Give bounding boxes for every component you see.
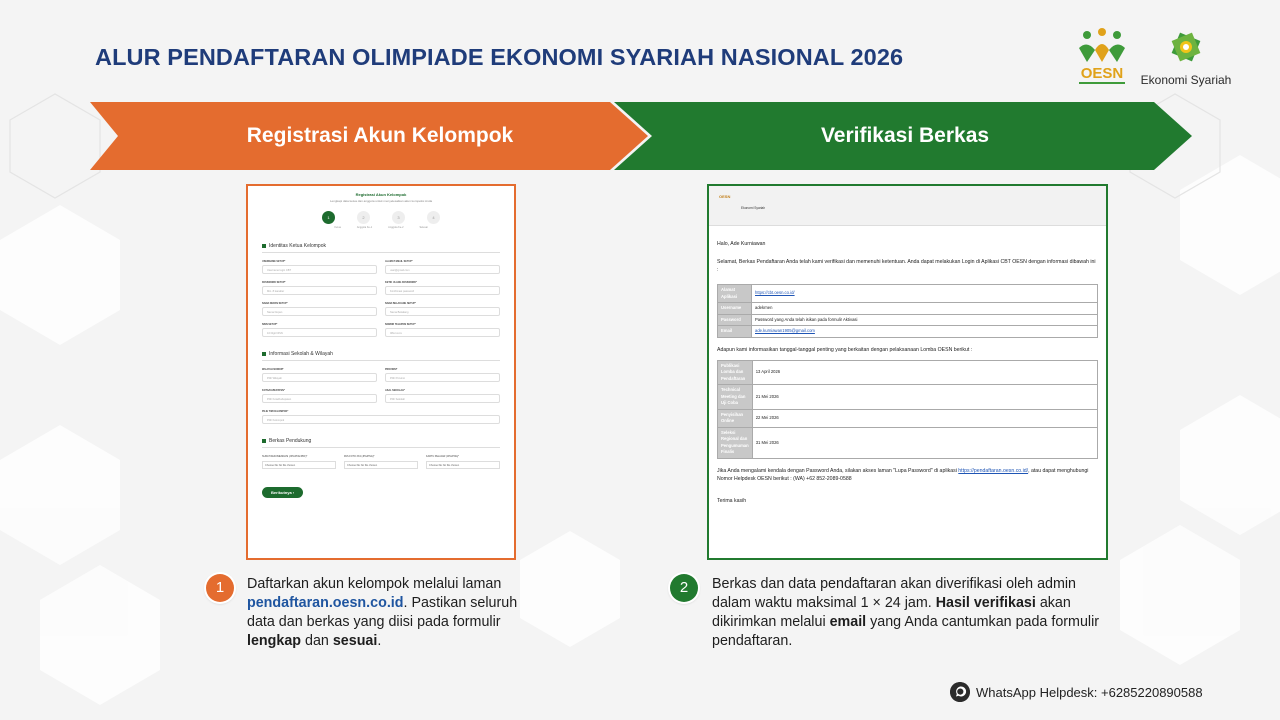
step-2-badge: 2 bbox=[670, 574, 698, 602]
whatsapp-icon bbox=[950, 682, 970, 702]
stepper-label-1: Ketua bbox=[334, 226, 341, 229]
table-row: Alamat Aplikasi https://cbt.oesn.co.id/ bbox=[718, 285, 1098, 303]
team-label: PILIH TIM KELOMPOK* bbox=[262, 410, 289, 413]
username-input[interactable]: Username login CBT bbox=[262, 265, 377, 274]
file-label-1: SURAT REKOMENDASI (JPG/PNG/PDF)* bbox=[262, 455, 308, 458]
region-select[interactable]: Pilih Wilayah bbox=[262, 373, 377, 382]
section-school-region: Informasi Sekolah & Wilayah bbox=[262, 351, 500, 361]
city-label: KOTA/KABUPATEN* bbox=[262, 389, 285, 392]
step-2-label: Verifikasi Berkas bbox=[820, 124, 990, 147]
file-label-3: KARTU PELAJAR (JPG/PNG)* bbox=[426, 455, 460, 458]
email-footer: Jika Anda mengalami kendala dengan Password Anda, silakan akses laman "Lupa Password" di aplikasi https://pendaftaran.oesn.co.id/, atau dapat menghubungi Nomor Helpdesk OESN berikut : (WA) +62 852-2089-0588 bbox=[717, 467, 1089, 482]
password-confirm-label: KETIK ULANG PASSWORD* bbox=[385, 281, 417, 284]
step-1-description: Daftarkan akun kelompok melalui laman pendaftaran.oesn.co.id. Pastikan seluruh data dan berkas yang diisi pada formulir lengkap dan sesuai. bbox=[247, 576, 518, 649]
section-icon bbox=[262, 352, 266, 356]
ekonomi-syariah-logo bbox=[1136, 28, 1236, 88]
email-input[interactable]: user@gmail.com bbox=[385, 265, 500, 274]
stepper-step-3: 3 bbox=[392, 211, 405, 224]
file-input-1[interactable]: Choose file No file chosen bbox=[262, 461, 336, 469]
last-name-input[interactable]: Nama Belakang bbox=[385, 307, 500, 316]
email-link[interactable]: ade.kurniawan1905@gmail.com bbox=[752, 326, 1098, 338]
form-subtitle: Lengkapi data ketua dan anggota untuk menyelesaikan akun kompetisi Anda bbox=[329, 199, 433, 203]
step-1-badge: 1 bbox=[206, 574, 234, 602]
file-input-3[interactable]: Choose file No file chosen bbox=[426, 461, 500, 469]
form-title: Registrasi Akun Kelompok bbox=[355, 192, 407, 197]
form-stepper bbox=[248, 211, 514, 224]
first-name-input[interactable]: Nama Depan bbox=[262, 307, 377, 316]
file-label-2: PAS FOTO 3X4 (JPG/PNG)* bbox=[344, 455, 375, 458]
school-select[interactable]: Pilih Sekolah bbox=[385, 394, 500, 403]
password-input[interactable]: Min. 8 karakter bbox=[262, 286, 377, 295]
nisn-label: NISN SETUP* bbox=[262, 323, 278, 326]
team-select[interactable]: Pilih Kelompok bbox=[262, 415, 500, 424]
step-2-description: Berkas dan data pendaftaran akan diverifikasi oleh admin dalam waktu maksimal 1 × 24 jam. Hasil verifikasi akan dikirimkan melalui email yang Anda cantumkan pada formulir pendaftaran. bbox=[712, 576, 1100, 649]
last-name-label: NAMA BELAKANG SETUP* bbox=[385, 302, 416, 305]
table-row: Email ade.kurniawan1905@gmail.com bbox=[718, 326, 1098, 338]
city-select[interactable]: Pilih Kota/Kabupaten bbox=[262, 394, 377, 403]
section-leader-identity: Identitas Ketua Kelompok bbox=[262, 243, 500, 253]
helpdesk-text: WhatsApp Helpdesk: +6285220890588 bbox=[976, 684, 1203, 700]
stepper-label-2: Anggota Ke-1 bbox=[356, 226, 373, 229]
email-header bbox=[709, 186, 1106, 226]
email-greeting: Halo, Ade Kurniawan bbox=[717, 241, 766, 247]
registration-form-screenshot bbox=[246, 184, 516, 560]
table-row: Technical Meeting dan Uji Coba 21 Mei 2026 bbox=[718, 385, 1098, 410]
email-oesn-logo: OESN bbox=[719, 194, 731, 199]
phone-label: NOMOR TELEPON SETUP* bbox=[385, 323, 416, 326]
section-supporting-files: Berkas Pendukung bbox=[262, 438, 500, 448]
first-name-label: NAMA DEPAN SETUP* bbox=[262, 302, 288, 305]
email-es-logo: Ekonomi Syariah bbox=[741, 206, 766, 210]
section-icon bbox=[262, 244, 266, 248]
phone-input[interactable]: 08xxxxxxx bbox=[385, 328, 500, 337]
page-title: ALUR PENDAFTARAN OLIMPIADE EKONOMI SYARIAH NASIONAL 2026 bbox=[95, 44, 904, 70]
app-link[interactable]: https://cbt.oesn.co.id/ bbox=[752, 285, 1098, 303]
file-input-2[interactable]: Choose file No file chosen bbox=[344, 461, 418, 469]
nisn-input[interactable]: 10 Digit NISN bbox=[262, 328, 377, 337]
forgot-password-link[interactable]: https://pendaftaran.oesn.co.id/ bbox=[958, 467, 1029, 474]
ekonomi-syariah-logo-text: Ekonomi Syariah bbox=[1140, 73, 1232, 87]
stepper-step-1: 1 bbox=[322, 211, 335, 224]
step-banner bbox=[90, 102, 1192, 170]
whatsapp-helpdesk[interactable] bbox=[950, 682, 1203, 702]
oesn-logo bbox=[1073, 26, 1131, 88]
password-label: PASSWORD SETUP* bbox=[262, 281, 286, 284]
stepper-label-3: Anggota Ke-2 bbox=[388, 226, 404, 229]
table-row: Seleksi Regional dan Pengumuman Finalis 31 Mei 2026 bbox=[718, 427, 1098, 458]
email-intro: Selamat, Berkas Pendaftaran Anda telah kami verifikasi dan memenuhi ketentuan. Anda dapat melakukan Login di Aplikasi CBT OESN dengan informasi dibawah ini : bbox=[717, 259, 1096, 274]
school-label: ASAL SEKOLAH* bbox=[385, 389, 405, 392]
table-row: Username adekrnen bbox=[718, 303, 1098, 315]
table-row: Password Password yang Anda telah isikan pada formulir Aktivasi bbox=[718, 314, 1098, 326]
email-signoff: Terima kasih bbox=[717, 497, 747, 504]
dates-table bbox=[717, 360, 1098, 459]
oesn-logo-text: OESN bbox=[1080, 65, 1124, 82]
province-label: PROVINSI* bbox=[385, 368, 398, 371]
registration-link[interactable]: pendaftaran.oesn.co.id bbox=[247, 595, 404, 611]
email-dates-intro: Adapun kami informasikan tanggal-tanggal penting yang berkaitan dengan pelaksanaan Lomba OESN berikut : bbox=[717, 346, 973, 353]
stepper-label-4: Selesai bbox=[419, 226, 428, 229]
region-label: WILAYAH NOMOR* bbox=[262, 368, 284, 371]
table-row: Penyisihan Online 22 Mei 2026 bbox=[718, 409, 1098, 427]
email-label: ALAMAT EMAIL SETUP* bbox=[385, 260, 413, 263]
section-icon bbox=[262, 439, 266, 443]
account-table bbox=[717, 284, 1098, 338]
password-confirm-input[interactable]: Konfirmasi password bbox=[385, 286, 500, 295]
step-1-label: Registrasi Akun Kelompok bbox=[246, 124, 514, 147]
province-select[interactable]: Pilih Provinsi bbox=[385, 373, 500, 382]
verification-email-screenshot bbox=[707, 184, 1108, 560]
next-button[interactable]: Berikutnya › bbox=[262, 487, 303, 498]
stepper-step-4: 4 bbox=[427, 211, 440, 224]
stepper-step-2: 2 bbox=[357, 211, 370, 224]
username-label: USERNAME SETUP* bbox=[262, 260, 286, 263]
table-row: Publikasi Lomba dan Pendaftaran 13 April 2026 bbox=[718, 360, 1098, 385]
